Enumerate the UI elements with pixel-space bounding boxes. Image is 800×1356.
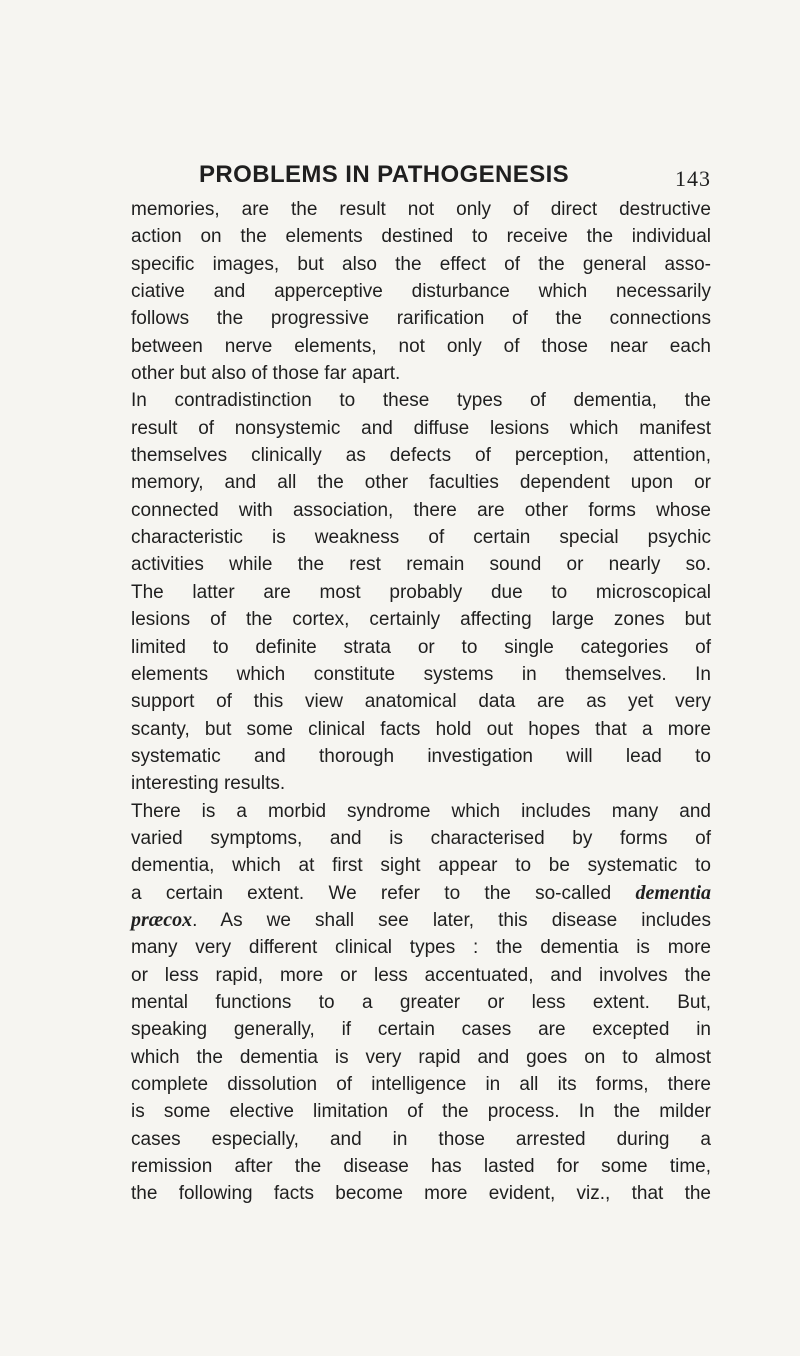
text-line: is some elective limitation of the process. In the milder bbox=[131, 1101, 711, 1123]
text-line: or less rapid, more or less accentuated, and involves the bbox=[131, 964, 711, 986]
text-line: speaking generally, if certain cases are excepted in bbox=[131, 1019, 711, 1041]
text-line: dementia, which at first sight appear to be systematic to bbox=[131, 855, 711, 877]
text-line: follows the progressive rarification of the connections bbox=[131, 308, 711, 330]
text-line: varied symptoms, and is characterised by forms of bbox=[131, 827, 711, 849]
running-title: PROBLEMS IN PATHOGENESIS bbox=[199, 161, 570, 188]
page-number: 143 bbox=[675, 166, 711, 191]
text-line: memories, are the result not only of direct destructive bbox=[131, 199, 711, 220]
text-line: characteristic is weakness of certain special psychic bbox=[131, 527, 711, 549]
body-text bbox=[131, 196, 711, 1208]
text-line: action on the elements destined to receive the individual bbox=[131, 226, 711, 248]
text-line: limited to definite strata or to single categories of bbox=[131, 636, 711, 658]
italic-term: dementia bbox=[635, 881, 711, 904]
text-line: many very different clinical types : the dementia is more bbox=[131, 937, 711, 959]
text-line: The latter are most probably due to microscopical bbox=[131, 581, 711, 603]
text-line: between nerve elements, not only of those near each bbox=[131, 335, 711, 357]
text-line: ciative and apperceptive disturbance which necessarily bbox=[131, 281, 711, 303]
text-line: support of this view anatomical data are as yet very bbox=[131, 691, 711, 713]
text-line-mixed bbox=[131, 907, 711, 934]
text-line: mental functions to a greater or less extent. But, bbox=[131, 991, 711, 1013]
text-line: themselves clinically as defects of perception, attention, bbox=[131, 445, 711, 467]
text-line: In contradistinction to these types of dementia, the bbox=[131, 390, 711, 412]
text-line: activities while the rest remain sound or nearly so. bbox=[131, 554, 711, 576]
text-line: elements which constitute systems in themselves. In bbox=[131, 663, 711, 685]
text-line: other but also of those far apart. bbox=[131, 363, 401, 385]
text-line: the following facts become more evident, viz., that the bbox=[131, 1183, 711, 1205]
text-line: complete dissolution of intelligence in all its forms, there bbox=[131, 1074, 711, 1095]
text-run: a certain extent. We refer to the so-called bbox=[131, 882, 636, 904]
text-line: which the dementia is very rapid and goes on to almost bbox=[131, 1046, 711, 1068]
text-line: specific images, but also the effect of the general asso- bbox=[131, 253, 711, 275]
text-line: memory, and all the other faculties dependent upon or bbox=[131, 472, 711, 494]
text-line: There is a morbid syndrome which includes many and bbox=[131, 800, 711, 822]
text-line: lesions of the cortex, certainly affecting large zones but bbox=[131, 609, 711, 631]
italic-term: præcox bbox=[131, 908, 193, 931]
running-header bbox=[199, 160, 711, 190]
text-line: systematic and thorough investigation will lead to bbox=[131, 745, 711, 767]
text-line: scanty, but some clinical facts hold out hopes that a more bbox=[131, 718, 711, 740]
text-line: result of nonsystemic and diffuse lesions which manifest bbox=[131, 417, 711, 439]
text-line: cases especially, and in those arrested during a bbox=[131, 1128, 711, 1150]
text-line: remission after the disease has lasted for some time, bbox=[131, 1156, 711, 1178]
text-line: interesting results. bbox=[131, 773, 286, 795]
text-line: connected with association, there are other forms whose bbox=[131, 499, 711, 521]
text-run: . As we shall see later, this disease includes bbox=[192, 909, 711, 931]
text-line-mixed bbox=[131, 880, 711, 907]
